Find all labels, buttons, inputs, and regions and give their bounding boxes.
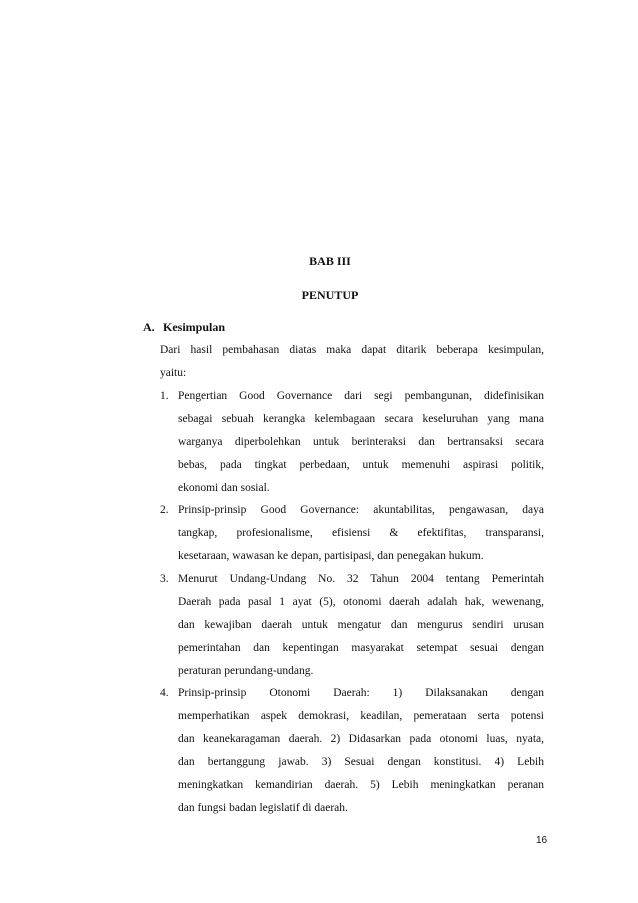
chapter-number: BAB III bbox=[309, 254, 351, 268]
list-item-line: dan bertanggung jawab. 3) Sesuai dengan konstitusi. 4) Lebih bbox=[178, 756, 544, 768]
list-item-line: tangkap, profesionalisme, efisiensi & efektifitas, transparansi, bbox=[178, 527, 544, 539]
list-item-line: memperhatikan aspek demokrasi, keadilan, pemerataan serta potensi bbox=[178, 710, 544, 722]
section-letter: A. bbox=[143, 320, 155, 334]
list-item-line: peraturan perundang-undang. bbox=[178, 665, 314, 677]
chapter-title: PENUTUP bbox=[301, 288, 359, 302]
intro-line: yaitu: bbox=[160, 367, 187, 379]
intro-line: Dari hasil pembahasan diatas maka dapat ditarik beberapa kesimpulan, bbox=[160, 344, 544, 356]
list-item-number: 3. bbox=[160, 573, 169, 585]
list-item-line: pemerintahan dan kepentingan masyarakat setempat sesuai dengan bbox=[178, 642, 544, 654]
list-item-number: 4. bbox=[160, 687, 169, 699]
list-item-line: Prinsip-prinsip Good Governance: akuntabilitas, pengawasan, daya bbox=[178, 504, 544, 516]
list-item-number: 1. bbox=[160, 390, 169, 402]
list-item-line: dan fungsi badan legislatif di daerah. bbox=[178, 802, 348, 814]
section-heading bbox=[143, 320, 225, 335]
list-item-line: bebas, pada tingkat perbedaan, untuk memenuhi aspirasi politik, bbox=[178, 459, 544, 471]
list-item-line: ekonomi dan sosial. bbox=[178, 482, 270, 494]
page-number: 16 bbox=[536, 835, 548, 846]
list-item-line: Menurut Undang-Undang No. 32 Tahun 2004 tentang Pemerintah bbox=[178, 573, 544, 585]
list-item-line: kesetaraan, wawasan ke depan, partisipasi, dan penegakan hukum. bbox=[178, 550, 484, 562]
list-item-line: warganya diperbolehkan untuk berinteraksi dan bertransaksi secara bbox=[178, 436, 544, 448]
list-item-line: Pengertian Good Governance dari segi pembangunan, didefinisikan bbox=[178, 390, 544, 402]
list-item-line: sebagai sebuah kerangka kelembagaan secara keseluruhan yang mana bbox=[178, 413, 544, 425]
list-item-line: dan keanekaragaman daerah. 2) Didasarkan pada otonomi luas, nyata, bbox=[178, 733, 544, 745]
list-item-line: dan kewajiban daerah untuk mengatur dan mengurus sendiri urusan bbox=[178, 619, 544, 631]
list-item-line: Prinsip-prinsip Otonomi Daerah: 1) Dilaksanakan dengan bbox=[178, 687, 544, 699]
list-item-line: Daerah pada pasal 1 ayat (5), otonomi daerah adalah hak, wewenang, bbox=[178, 596, 544, 608]
list-item-number: 2. bbox=[160, 504, 169, 516]
list-item-line: meningkatkan kemandirian daerah. 5) Lebih meningkatkan peranan bbox=[178, 779, 544, 791]
section-title: Kesimpulan bbox=[163, 320, 226, 334]
